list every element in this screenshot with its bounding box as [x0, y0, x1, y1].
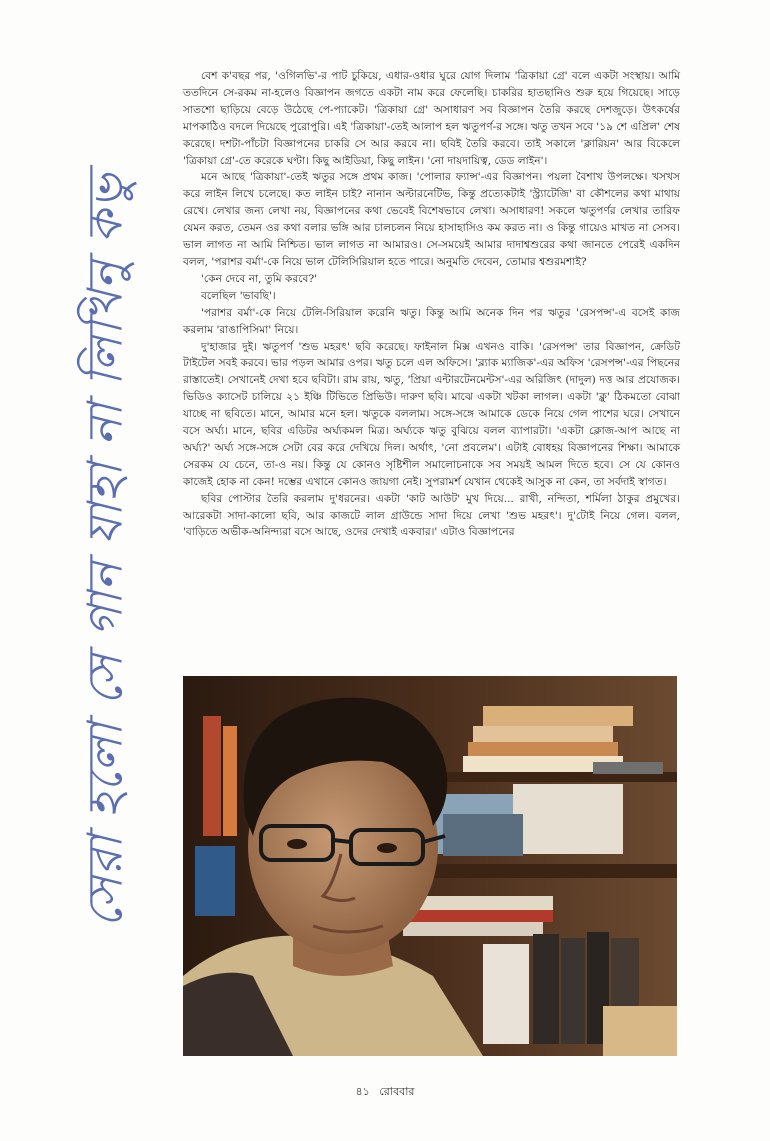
handwritten-quote-text: সেরা হলো সে গান যাহা না লিখিনু কভু [77, 172, 134, 928]
article-paragraph: ছবির পোস্টার তৈরি করলাম দু'ধরনের। একটা 'কাট আউট' মুখ দিয়ে... রাখী, নন্দিতা, শর্মিলা ঠাকুর প্রমুখের। আরেকটা সাদা-কালো ছবি, আর কাজটে লাল গ্রাউন্ডে সাদা দিয়ে লেখা 'শুভ মহরৎ'। দু'টোই নিয়ে গেল। বলল, 'বাড়িতে অভীক-অনিন্দ্যরা বসে আছে, ওদের দেখাই একবার।' এটাও বিজ্ঞাপনের [183, 492, 680, 539]
page-number: ৪১ [355, 1085, 370, 1098]
handwritten-quote [54, 60, 164, 1040]
article-body [183, 68, 680, 541]
article-paragraph: 'কেন দেবে না, তুমি করবে?' [201, 272, 318, 285]
article-paragraph: বেশ ক'বছর পর, 'ওগিলভি'-র পাট চুকিয়ে, এধার-ওধার ঘুরে যোগ দিলাম 'ত্রিকায়া গ্রে' বলে একটা সংস্থায়। আমি ততদিনে সে-রকম না-হলেও বিজ্ঞাপন জগতে একটা নাম করে ফেলেছি। চাকরির হাতছানিও শুরু হয়ে গিয়েছে। সাড়ে সাতশো ছাড়িয়ে বেড়ে উঠেছে পে-প্যাকেট। 'ত্রিকায়া গ্রে' অসাধারণ সব বিজ্ঞাপন তৈরি করছে দেশজুড়ে। উৎকর্ষের মাপকাঠিও বদলে দিয়েছে পুরোপুরি। এই 'ত্রিকায়া'-তেই আলাপ হল ঋতুপর্ণ-র সঙ্গে। ঋতু তখন সবে '১৯ শে এপ্রিল' শেষ করেছে। দশটা-পাঁচটা বিজ্ঞাপনের চাকরি সে আর করবে না। ছবিই তৈরি করবে। তাই সকালে 'ক্লারিয়ন' আর বিকেলে 'ত্রিকায়া গ্রে'-তে করেকে ঘণ্টা। কিছু আইডিয়া, কিছু লাইন। 'নো দায়দায়িত্ব, ডেড লাইন'। [183, 70, 680, 167]
portrait-illustration [183, 676, 677, 1056]
portrait-photo [183, 676, 677, 1056]
article-paragraph: দু'হাজার দুই। ঋতুপর্ণ 'শুভ মহরৎ' ছবি করেছে। ফাইনাল মিক্স এখনও বাকি। 'রেসপন্স' তার বিজ্ঞাপন, ক্রেডিট টাইটেল সবই করবে। ভার পড়ল আমার ওপর। ঋতু চলে এল অফিসে। 'ব্ল্যাক ম্যাজিক'-এর অফিস 'রেসপন্স'-এর পিছনের রাস্তাতেই। সেখানেই দেখা হবে ছবিটা। রাম রায়, ঋতু, 'প্রিয়া এন্টারটেনমেন্টস'-এর অরিজিৎ (দাদুল) দত্ত আর প্রযোজক। ভিডিও ক্যাসেট চালিয়ে ২১ ইঞ্চি টিভিতে প্রিভিউ। দারুণ ছবি। মাঝে একটা খটকা লাগল। একটা 'ক্লু' ঠিকমতো বোঝা যাচ্ছে না ছবিতে। মানে, আমার মনে হল। ঋতুকে বললাম। সঙ্গে-সঙ্গে আমাকে ডেকে নিয়ে গেল পাশের ঘরে। সেখানে বসে অর্ঘ্য। মানে, ছবির এডিটর অর্ঘ্যকমল মিত্র। অর্ঘ্যকে ঋতু বুঝিয়ে বলল ব্যাপারটা। 'একটা ক্লোজ-আপ আছে না অর্ঘ্য?' অর্ঘ্য সঙ্গে-সঙ্গে সেটা বের করে দেখিয়ে দিল। অর্থাৎ, 'নো প্রবলেম'। এটাই বোধহয় বিজ্ঞাপনের শিক্ষা। আমাকে সেরকম যে চেনে, তা-ও নয়। কিন্তু যে কোনও সৃষ্টিশীল সমালোচনাকে সব সময়ই আমল দিতে হবে। সে যে কোনও কাজেই হোক না কেন! দম্ভের এখানে কোনও জায়গা নেই। সুপরামর্শ যেখান থেকেই আসুক না কেন, তা সর্বদাই স্বাগত। [183, 340, 680, 488]
section-name: রোববার [379, 1085, 415, 1098]
article-paragraph: বলেছিল 'ভাবছি'। [201, 289, 276, 302]
page-footer [0, 1083, 770, 1102]
article-paragraph: মনে আছে 'ত্রিকায়া'-তেই ঋতুর সঙ্গে প্রথম কাজ। 'পোলার ফ্যান্স'-এর বিজ্ঞাপন। পয়লা বৈশাখ উপলক্ষে। খসখস করে লাইন লিখে চলেছে। কত লাইন চাই? নানান অল্টারনেটিভ, কিন্তু প্রত্যেকটাই 'স্ট্র্যাটেজি' বা কৌশলের কথা মাথায় রেখে। লেখার জন্য লেখা নয়, বিজ্ঞাপনের কথা ভেবেই বিশেষভাবে লেখা। অসাধারণ! সকলে ঋতুপর্ণর লেখার তারিফ যেমন করত, তেমন ওর কথা বলার ভঙ্গি আর চালচলন নিয়ে হাসাহাসিও কম করত না। ও কিন্তু গায়েও মাখত না সেসব। ভাল লাগত না আমি নিশ্চিত। ভাল লাগত না আমারও। সে-সময়েই আমার দাদাশ্বশুরের কথা জানতে পেরেই একদিন বলল, 'পরাশর বর্মা'-কে নিয়ে ভাল টেলিসিরিয়াল হতে পারে। অনুমতি দেবেন, তোমার শ্বশুরমশাই? [183, 171, 680, 268]
article-paragraph: 'পরাশর বর্মা'-কে নিয়ে টেলি-সিরিয়াল করেনি ঋতু। কিন্তু আমি অনেক দিন পর ঋতুর 'রেসপন্স'-এ বসেই কাজ করলাম 'রাঙাপিসিমা' নিয়ে। [183, 306, 680, 336]
